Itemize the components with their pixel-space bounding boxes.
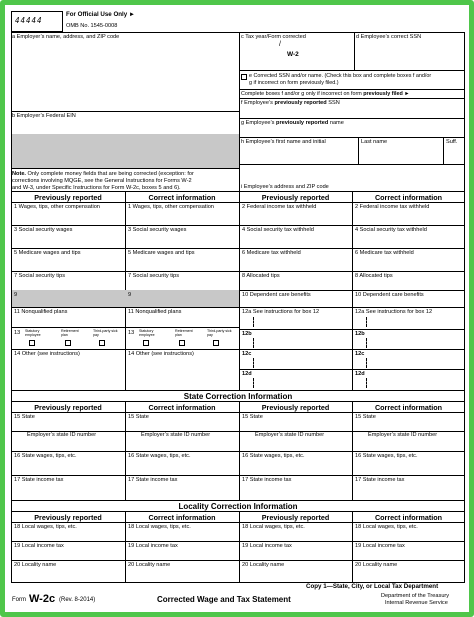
box-6-prev-label: 6 Medicare tax withheld bbox=[242, 250, 301, 256]
box-16-prev-r: 16 State wages, tips, etc. bbox=[242, 453, 305, 459]
form-word: Form bbox=[12, 597, 26, 603]
box-10-prev-label: 10 Dependent care benefits bbox=[242, 292, 311, 298]
box-20-corr-l: 20 Locality name bbox=[128, 562, 171, 568]
box-20-prev-l: 20 Locality name bbox=[14, 562, 57, 568]
local-col-correct-right: Correct information bbox=[374, 513, 443, 522]
box-13-corr-label: 13 bbox=[128, 330, 135, 336]
box-11-corr-label: 11 Nonqualified plans bbox=[128, 309, 182, 315]
box-1-corr-label: 1 Wages, tips, other compensation bbox=[128, 204, 214, 210]
box-h-last-label: Last name bbox=[361, 139, 388, 145]
box-8-prev-label: 8 Allocated tips bbox=[242, 273, 280, 279]
box-17-corr-r: 17 State income tax bbox=[355, 477, 405, 483]
state-col-correct-left: Correct information bbox=[148, 403, 216, 412]
fg-note: Complete boxes f and/or g only if incorrect on form previously filed ► bbox=[241, 91, 410, 97]
box-13-statutory-corr: Statutory employee bbox=[139, 329, 155, 337]
local-col-previous-right: Previously reported bbox=[261, 513, 330, 522]
employer-state-id-prev-r: Employer’s state ID number bbox=[255, 432, 325, 438]
state-col-previous-right: Previously reported bbox=[261, 403, 330, 412]
box-16-corr-r: 16 State wages, tips, etc. bbox=[355, 453, 418, 459]
box-20-prev-r: 20 Locality name bbox=[242, 562, 285, 568]
box-5-corr-label: 5 Medicare wages and tips bbox=[128, 250, 195, 256]
box-4-corr-label: 4 Social security tax withheld bbox=[355, 227, 427, 233]
col-previous-left: Previously reported bbox=[34, 193, 102, 202]
form-title: Corrected Wage and Tax Statement bbox=[157, 595, 291, 604]
box-15-state-prev-l: 15 State bbox=[14, 414, 35, 420]
employer-state-id-corr-l: Employer’s state ID number bbox=[141, 432, 211, 438]
box-10-corr-label: 10 Dependent care benefits bbox=[355, 292, 424, 298]
box-12a-prev-label: 12a See instructions for box 12 bbox=[242, 309, 320, 315]
box-a-label: a Employer’s name, address, and ZIP code bbox=[12, 34, 120, 40]
form-revision: (Rev. 8-2014) bbox=[59, 597, 96, 603]
box-13-thirdparty-corr: Third-party sick pay bbox=[207, 329, 232, 337]
box-12d-corr-label: 12d bbox=[355, 371, 365, 377]
local-col-correct-left: Correct information bbox=[148, 513, 216, 522]
box-19-prev-r: 19 Local income tax bbox=[242, 543, 292, 549]
box-18-prev-r: 18 Local wages, tips, etc. bbox=[242, 524, 305, 530]
box-12c-corr-label: 12c bbox=[355, 351, 365, 357]
box-h-first-label: h Employee’s first name and initial bbox=[241, 139, 326, 145]
box-17-prev-r: 17 State income tax bbox=[242, 477, 292, 483]
box-7-prev-label: 7 Social security tips bbox=[14, 273, 65, 279]
box-15-state-corr-l: 15 State bbox=[128, 414, 149, 420]
box-16-prev-l: 16 State wages, tips, etc. bbox=[14, 453, 77, 459]
box-12a-corr-label: 12a See instructions for box 12 bbox=[355, 309, 433, 315]
copy-designation: Copy 1—State, City, or Local Tax Department bbox=[306, 583, 439, 590]
box-18-corr-l: 18 Local wages, tips, etc. bbox=[128, 524, 191, 530]
box-c-slash: / bbox=[279, 41, 281, 48]
box-11-prev-label: 11 Nonqualified plans bbox=[14, 309, 68, 315]
box-13-retirement-prev: Retirement plan bbox=[61, 329, 79, 337]
box-f-label: f Employee’s previously reported SSN bbox=[241, 100, 340, 106]
box-c-label: c Tax year/Form corrected bbox=[241, 34, 306, 40]
box-14-corr-label: 14 Other (see instructions) bbox=[128, 351, 194, 357]
box-b-label: b Employer’s Federal EIN bbox=[12, 113, 76, 119]
box-6-corr-label: 6 Medicare tax withheld bbox=[355, 250, 414, 256]
box-16-corr-l: 16 State wages, tips, etc. bbox=[128, 453, 191, 459]
box-4-prev-label: 4 Social security tax withheld bbox=[242, 227, 314, 233]
note-line-1: Note. Only complete money fields that are being corrected (exception: for bbox=[12, 171, 194, 177]
box-17-prev-l: 17 State income tax bbox=[14, 477, 64, 483]
box-12c-prev-label: 12c bbox=[242, 351, 252, 357]
col-correct-right: Correct information bbox=[374, 193, 443, 202]
box-19-corr-l: 19 Local income tax bbox=[128, 543, 178, 549]
box-19-prev-l: 19 Local income tax bbox=[14, 543, 64, 549]
box-3-prev-label: 3 Social security wages bbox=[14, 227, 73, 233]
box-h-suffix-label: Suff. bbox=[446, 139, 458, 145]
form-w2c-copy1 bbox=[9, 9, 465, 608]
box-9-corr-label: 9 bbox=[128, 292, 132, 298]
employer-state-id-prev-l: Employer’s state ID number bbox=[27, 432, 97, 438]
box-13-thirdparty-prev: Third-party sick pay bbox=[93, 329, 118, 337]
box-12d-prev-label: 12d bbox=[242, 371, 252, 377]
box-8-corr-label: 8 Allocated tips bbox=[355, 273, 393, 279]
box-d-label: d Employee’s correct SSN bbox=[356, 34, 422, 40]
box-2-corr-label: 2 Federal income tax withheld bbox=[355, 204, 430, 210]
state-col-correct-right: Correct information bbox=[374, 403, 443, 412]
box-g-label: g Employee’s previously reported name bbox=[241, 120, 344, 126]
box-13-statutory-prev: Statutory employee bbox=[25, 329, 41, 337]
official-use-label: For Official Use Only ► bbox=[66, 11, 136, 18]
box-2-prev-label: 2 Federal income tax withheld bbox=[242, 204, 317, 210]
omb-number: OMB No. 1545-0008 bbox=[66, 23, 118, 29]
box-15-state-corr-r: 15 State bbox=[355, 414, 376, 420]
box-7-corr-label: 7 Social security tips bbox=[128, 273, 179, 279]
form-border bbox=[11, 32, 465, 582]
box-c-form: W-2 bbox=[287, 51, 299, 58]
box-12b-prev-label: 12b bbox=[242, 331, 252, 337]
irs-name: Internal Revenue Service bbox=[385, 600, 448, 606]
state-section-title: State Correction Information bbox=[183, 392, 293, 401]
box-14-prev-label: 14 Other (see instructions) bbox=[14, 351, 80, 357]
box-i-label: i Employee’s address and ZIP code bbox=[241, 184, 329, 190]
box-20-corr-r: 20 Locality name bbox=[355, 562, 398, 568]
col-previous-right: Previously reported bbox=[261, 193, 330, 202]
control-number: 44444 bbox=[15, 16, 43, 25]
box-3-corr-label: 3 Social security wages bbox=[128, 227, 187, 233]
box-17-corr-l: 17 State income tax bbox=[128, 477, 178, 483]
box-13-retirement-corr: Retirement plan bbox=[175, 329, 193, 337]
box-1-prev-label: 1 Wages, tips, other compensation bbox=[14, 204, 100, 210]
box-e-line-1: e Corrected SSN and/or name. (Check this box and complete boxes f and/or bbox=[249, 73, 432, 79]
col-correct-left: Correct information bbox=[148, 193, 216, 202]
box-18-prev-l: 18 Local wages, tips, etc. bbox=[14, 524, 77, 530]
box-9-prev-label: 9 bbox=[14, 292, 18, 298]
box-15-state-prev-r: 15 State bbox=[242, 414, 263, 420]
control-number-box[interactable] bbox=[11, 11, 63, 32]
treasury-dept: Department of the Treasury bbox=[381, 593, 450, 599]
locality-section-title: Locality Correction Information bbox=[178, 502, 298, 511]
box-12b-corr-label: 12b bbox=[355, 331, 365, 337]
box-e-line-2: g if incorrect on form previously filed.) bbox=[249, 80, 339, 86]
note-line-3: and W-3, under Specific Instructions for Form W-2c, boxes 5 and 6). bbox=[12, 185, 181, 191]
employer-state-id-corr-r: Employer’s state ID number bbox=[368, 432, 438, 438]
state-col-previous-left: Previously reported bbox=[34, 403, 102, 412]
box-18-corr-r: 18 Local wages, tips, etc. bbox=[355, 524, 418, 530]
box-19-corr-r: 19 Local income tax bbox=[355, 543, 405, 549]
box-5-prev-label: 5 Medicare wages and tips bbox=[14, 250, 81, 256]
local-col-previous-left: Previously reported bbox=[34, 513, 102, 522]
box-13-prev-label: 13 bbox=[14, 330, 21, 336]
note-line-2: corrections involving MQGE, see the General Instructions for Forms W-2 bbox=[12, 178, 192, 184]
form-name: W-2c bbox=[29, 593, 56, 605]
